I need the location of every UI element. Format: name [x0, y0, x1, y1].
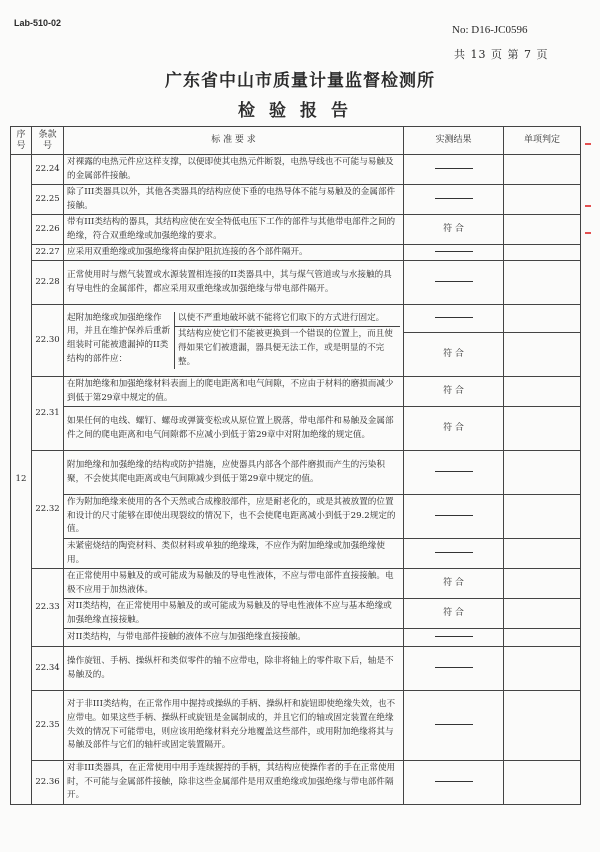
verdict-cell	[504, 569, 581, 599]
result-cell	[404, 629, 504, 647]
requirement-option-1: 以使不严重地破坏就不能将它们取下的方式进行固定。	[178, 312, 385, 323]
header-verdict: 单项判定	[504, 127, 581, 155]
result-cell: 符 合	[404, 377, 504, 407]
sequence-number: 12	[11, 155, 32, 805]
requirement-text: 带有III类结构的器具，其结构应使在安全特低电压下工作的部件与其他带电部件之间的绝缘，符合双重绝缘或加强绝缘的要求。	[64, 215, 404, 245]
report-title: 检验报告	[238, 101, 362, 121]
clause-number: 22.26	[32, 215, 64, 245]
requirement-text: 应采用双重绝缘或加强绝缘将由保护阻抗连接的各个部件隔开。	[64, 245, 404, 261]
requirement-text: 对裸露的电热元件应这样支撑，以便即使其电热元件断裂，电热导线也不可能与易触及的金属部件接触。	[64, 155, 404, 185]
clause-number: 22.24	[32, 155, 64, 185]
requirement-text: 对非III类器具，在正常使用中用手连续握持的手柄，其结构应使操作者的手在正常使用时，不可能与金属部件接触，除非这些金属部件是用双重绝缘或加强绝缘与带电部件隔开。	[64, 761, 404, 805]
table-row	[11, 155, 581, 185]
margin-mark	[585, 205, 591, 207]
result-cell	[404, 185, 504, 215]
clause-number: 22.35	[32, 691, 64, 761]
verdict-cell	[504, 215, 581, 245]
verdict-cell	[504, 185, 581, 215]
verdict-cell	[504, 261, 581, 305]
requirement-split-cell	[64, 305, 404, 377]
dash-mark	[435, 168, 473, 169]
table-row	[11, 451, 581, 495]
requirement-text: 附加绝缘和加强绝缘的结构或防护措施，应使器具内部各个部件磨损而产生的污染积聚，不会使其爬电距离或电气间隙减少到低于第29章中规定的值。	[64, 451, 404, 495]
clause-number: 22.34	[32, 647, 64, 691]
clause-number: 22.36	[32, 761, 64, 805]
clause-number: 22.32	[32, 451, 64, 569]
requirement-option-2: 其结构应使它们不能被更换到一个错误的位置上，而且使得如果它们被遗漏，器具便无法工作，或是明显的不完整。	[175, 326, 400, 369]
dash-mark	[435, 781, 473, 782]
header-seq: 序号	[11, 127, 32, 155]
table-row	[11, 629, 581, 647]
requirement-text: 正常使用时与燃气装置或水源装置相连接的II类器具中，其与煤气管道或与水接触的具有导电性的金属部件，都应采用双重绝缘或加强绝缘与带电部件隔开。	[64, 261, 404, 305]
dash-mark	[435, 198, 473, 199]
verdict-cell	[504, 629, 581, 647]
inspection-table	[10, 126, 581, 805]
requirement-lead-text: 起附加绝缘或加强绝缘作用，并且在维护保养后重新组装时可能被遗漏掉的II类结构的部件应：	[67, 312, 175, 369]
requirement-text: 如果任何的电线、螺钉、螺母或弹簧变松或从原位置上脱落，带电部件和易触及金属部件之间的爬电距离和电气间隙都不应减小到低于第29章中对附加绝缘的规定值。	[64, 407, 404, 451]
result-cell	[404, 539, 504, 569]
result-cell: 符 合	[404, 569, 504, 599]
table-row	[11, 377, 581, 407]
requirement-text: 对II类结构，在正常使用中易触及的或可能成为易触及的导电性液体不应与基本绝缘或加强绝缘直接接触。	[64, 599, 404, 629]
dash-mark	[435, 724, 473, 725]
dash-mark	[435, 636, 473, 637]
verdict-cell	[504, 407, 581, 451]
margin-mark	[585, 232, 591, 234]
dash-mark	[435, 552, 473, 553]
requirement-text: 对于非III类结构，在正常作用中握持或操纵的手柄、操纵杆和旋钮即使绝缘失效，也不应带电。如果这些手柄、操纵杆或旋钮是金属制成的，并且它们的轴或固定装置在绝缘失效的情况下可能带电，则应该用绝缘材料充分地覆盖这些部件，或用附加绝缘将其与易触及部件与它们的轴杆或固定装置隔开。	[64, 691, 404, 761]
verdict-cell	[504, 761, 581, 805]
dash-mark	[435, 317, 473, 318]
verdict-cell	[504, 305, 581, 333]
table-row	[11, 691, 581, 761]
result-cell	[404, 761, 504, 805]
table-row	[11, 647, 581, 691]
result-cell: 符 合	[404, 599, 504, 629]
clause-number: 22.25	[32, 185, 64, 215]
dash-mark	[435, 667, 473, 668]
table-row	[11, 407, 581, 451]
split-requirement	[67, 312, 400, 369]
verdict-cell	[504, 691, 581, 761]
result-cell	[404, 245, 504, 261]
margin-mark	[585, 143, 591, 145]
table-row	[11, 569, 581, 599]
header-result: 实测结果	[404, 127, 504, 155]
result-cell	[404, 305, 504, 333]
result-cell: 符 合	[404, 333, 504, 377]
verdict-cell	[504, 599, 581, 629]
requirement-text: 在正常使用中易触及的或可能成为易触及的导电性液体，不应与带电部件直接接触。电极不应用于加热液体。	[64, 569, 404, 599]
verdict-cell	[504, 245, 581, 261]
header-clause: 条款号	[32, 127, 64, 155]
clause-number: 22.28	[32, 261, 64, 305]
requirement-text: 未紧密烧结的陶瓷材料、类似材料或单独的绝缘珠，不应作为附加绝缘或加强绝缘使用。	[64, 539, 404, 569]
requirement-text: 对II类结构，与带电部件接触的液体不应与加强绝缘直接接触。	[64, 629, 404, 647]
header-requirement: 标 准 要 求	[64, 127, 404, 155]
document-number: No: D16-JC0596	[452, 24, 528, 36]
table-row	[11, 599, 581, 629]
requirement-text: 操作旋钮、手柄、操纵杆和类似零件的轴不应带电，除非将轴上的零件取下后，轴是不易触及的。	[64, 647, 404, 691]
organization-name: 广东省中山市质量计量监督检测所	[165, 71, 435, 91]
requirement-text: 除了III类器具以外，其他各类器具的结构应使下垂的电热导体不能与易触及的金属部件接触。	[64, 185, 404, 215]
verdict-cell	[504, 333, 581, 377]
clause-number: 22.27	[32, 245, 64, 261]
result-cell: 符 合	[404, 407, 504, 451]
result-cell	[404, 155, 504, 185]
verdict-cell	[504, 377, 581, 407]
verdict-cell	[504, 451, 581, 495]
requirement-text: 在附加绝缘和加强绝缘材料表面上的爬电距离和电气间隙，不应由于材料的磨损而减少到低于第29章中规定的值。	[64, 377, 404, 407]
result-cell: 符 合	[404, 215, 504, 245]
table-row	[11, 495, 581, 539]
table-row	[11, 761, 581, 805]
table-header-row	[11, 127, 581, 155]
page-info: 共 13 页 第 7 页	[454, 48, 549, 61]
verdict-cell	[504, 495, 581, 539]
clause-number: 22.33	[32, 569, 64, 647]
dash-mark	[435, 281, 473, 282]
requirement-subtext	[175, 312, 401, 369]
dash-mark	[435, 251, 473, 252]
verdict-cell	[504, 155, 581, 185]
table-row	[11, 245, 581, 261]
result-cell	[404, 691, 504, 761]
table-row	[11, 185, 581, 215]
result-cell	[404, 647, 504, 691]
verdict-cell	[504, 539, 581, 569]
clause-number: 22.31	[32, 377, 64, 451]
result-cell	[404, 495, 504, 539]
requirement-text: 作为附加绝缘来使用的各个天然或合成橡胶部件，应是耐老化的，或是其被放置的位置和设计的尺寸能够在即使出现裂纹的情况下，也不会使爬电距离减小到低于29.2规定的值。	[64, 495, 404, 539]
clause-number: 22.30	[32, 305, 64, 377]
result-cell	[404, 451, 504, 495]
result-cell	[404, 261, 504, 305]
dash-mark	[435, 515, 473, 516]
verdict-cell	[504, 647, 581, 691]
table-row	[11, 215, 581, 245]
dash-mark	[435, 471, 473, 472]
table-row	[11, 261, 581, 305]
table-row	[11, 539, 581, 569]
lab-code: Lab-510-02	[14, 18, 62, 28]
table-row	[11, 305, 581, 333]
